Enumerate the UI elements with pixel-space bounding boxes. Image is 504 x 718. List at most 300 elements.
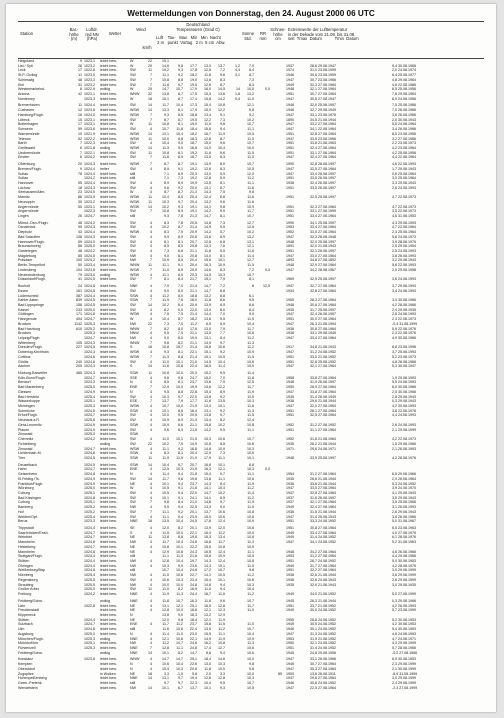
- min-5cm: 9,5: [220, 317, 225, 322]
- pressure: 1023,2: [84, 63, 95, 68]
- weather: leicht bew.: [100, 92, 117, 97]
- wind-direction: SW: [130, 490, 136, 495]
- wind-direction: NW: [130, 321, 136, 326]
- station-name: Münst.-Osn./Flugh.: [18, 220, 49, 225]
- weather: leicht bew.: [100, 371, 117, 375]
- sunshine: 10,6: [247, 577, 254, 582]
- barometer-height: 79: [78, 272, 82, 277]
- extreme-max: 29,6 21.08.1944: [310, 399, 336, 404]
- extreme-max: 33,8 27.08.1964: [310, 375, 336, 380]
- pressure: 1024,9: [84, 476, 95, 481]
- pressure: 1025,3: [84, 645, 95, 650]
- weather: leicht bew.: [100, 340, 117, 345]
- barometer-height: 24: [78, 284, 82, 289]
- weather: leicht bew.: [100, 514, 117, 519]
- dew-point: 12,1: [176, 603, 183, 608]
- dew-point: 7,8: [178, 220, 183, 225]
- sunshine: 11,3: [247, 490, 254, 495]
- min-2m: 15,2: [204, 371, 211, 375]
- extreme-min: 5,2 23.08.1973: [392, 354, 416, 359]
- min-2m: 11,8: [204, 249, 211, 254]
- station-name: Neubrandenburg: [18, 272, 45, 277]
- min-2m: 13,4: [204, 112, 211, 117]
- extreme-min: 4,6 31.08.1953: [392, 214, 416, 218]
- dew-point: 9,1: [178, 166, 183, 171]
- wind-speed: 4: [150, 490, 152, 495]
- pressure: 1024,8: [84, 627, 95, 632]
- barometer-height: 100: [76, 258, 82, 263]
- wind-speed: 4: [150, 350, 152, 355]
- wind-speed: 4: [150, 666, 152, 671]
- wind-direction: SW: [130, 441, 136, 446]
- extreme-min: -0,4 31.08.1999: [392, 321, 418, 326]
- max-yesterday: 23,7: [190, 622, 197, 627]
- wind-speed: 7: [150, 162, 152, 167]
- max-yesterday: 21,1: [190, 331, 197, 336]
- sunshine: 11,0: [247, 608, 254, 613]
- weather: leicht bew.: [100, 350, 117, 355]
- wind-speed: 14: [148, 103, 152, 108]
- station-name: Coburg: [18, 500, 30, 505]
- air-temp: 10,7: [162, 127, 169, 132]
- sunshine: 11,2: [247, 345, 254, 350]
- barometer-height: 240: [76, 359, 82, 364]
- wind-direction: still: [130, 627, 136, 632]
- extreme-max: 31,2 27.08.1952: [310, 422, 336, 427]
- weather: leicht bew.: [100, 554, 117, 559]
- extreme-max: 32,0 25.08.1997: [310, 239, 336, 244]
- extreme-max: 31,3 24.08.1952: [310, 631, 336, 636]
- min-5cm: 11,2: [218, 627, 225, 632]
- air-temp: 10,5: [162, 486, 169, 491]
- min-5cm: 11,1: [218, 455, 225, 460]
- pressure: 1024,8: [84, 549, 95, 554]
- record-since: 1935: [286, 476, 294, 481]
- barometer-height: 55: [78, 180, 82, 185]
- min-2m: 11,8: [204, 598, 211, 603]
- min-5cm: 11,4: [218, 364, 225, 369]
- wind-speed: 4: [150, 166, 152, 171]
- max-yesterday: 18,3: [190, 136, 197, 141]
- min-2m: 14,2: [204, 209, 211, 214]
- pressure: 1023,1: [84, 204, 95, 209]
- wind-speed: 14: [148, 108, 152, 113]
- sunshine: 12,4: [247, 418, 254, 423]
- min-2m: 13,5: [204, 627, 211, 632]
- wind-speed: 4: [150, 446, 152, 451]
- air-temp: 11,1: [162, 509, 169, 514]
- extreme-max: 34,8 21.08.1943: [310, 345, 336, 350]
- min-2m: 8,6: [206, 650, 211, 655]
- pressure: 1024,9: [84, 481, 95, 486]
- dew-point: 9,7: [178, 676, 183, 681]
- pressure: 1024,4: [84, 171, 95, 176]
- station-name: Cuxhaven: [18, 108, 35, 113]
- station-name: Kahler Asten: [18, 298, 39, 303]
- station-name: Plauen: [18, 427, 30, 432]
- min-2m: 14,6: [204, 267, 211, 272]
- weather: leicht bew.: [100, 171, 117, 176]
- dew-point: 8,6: [178, 422, 183, 427]
- wind-speed: 14: [148, 131, 152, 136]
- min-5cm: 8,4: [220, 481, 225, 486]
- station-name: Angermünde: [18, 204, 39, 209]
- extreme-max: 28,1 27.08.1964: [310, 408, 336, 413]
- min-2m: 13,7: [204, 509, 211, 514]
- station-name: Meiningen: [18, 404, 35, 409]
- record-since: 1934: [286, 288, 294, 293]
- min-2m: 16,8: [204, 462, 211, 467]
- weather: leicht bew.: [100, 220, 117, 225]
- record-since: 1949: [286, 563, 294, 568]
- wind-speed: 4: [150, 239, 152, 244]
- weather: leicht bew.: [100, 230, 117, 235]
- station-name: Nürburg-Barweiler: [18, 371, 48, 375]
- wind-direction: still: [130, 554, 136, 559]
- dew-point: 8,9: [178, 180, 183, 185]
- weather: leicht bew.: [100, 68, 117, 73]
- extreme-max: 32,7 27.08.1964: [310, 284, 336, 289]
- wind-direction: SW: [130, 155, 136, 160]
- extreme-min: 6,8 23.08.1996: [392, 345, 416, 350]
- table-row: [18, 214, 484, 221]
- extreme-max: 30,0 27.08.1964: [310, 317, 336, 322]
- extreme-min: 4,2 23.08.1964: [392, 145, 416, 150]
- weather: leicht bew.: [100, 530, 117, 535]
- dew-point: 9,6: [178, 375, 183, 380]
- min-5cm: 8,9: [220, 302, 225, 307]
- extreme-max: 33,5 27.08.1964: [310, 166, 336, 171]
- wind-direction: SW: [130, 277, 136, 282]
- air-temp: 11,5: [162, 530, 169, 535]
- max-yesterday: 16,9: [190, 587, 197, 592]
- night-deviation: 1,2: [235, 63, 240, 68]
- air-temp: 9,7: [164, 681, 169, 685]
- sunshine: 11,5: [247, 354, 254, 359]
- sunshine: 10,3: [247, 399, 254, 404]
- min-2m: 15,8: [204, 345, 211, 350]
- extreme-max: 32,1 27.08.1964: [310, 500, 336, 505]
- max-yesterday: 20,4: [190, 258, 197, 263]
- extreme-max: 33,1 26.08.1966: [310, 657, 336, 662]
- max-yesterday: 18,7: [190, 155, 197, 160]
- min-2m: 11,8: [204, 73, 211, 78]
- min-5cm: 9,0: [220, 505, 225, 510]
- min-2m: 13,4: [204, 404, 211, 409]
- max-yesterday: 23,7: [190, 481, 197, 486]
- extreme-max: 33,4 27.08.1964: [310, 214, 336, 218]
- barometer-height: 171: [76, 312, 82, 317]
- max-yesterday: 19,2: [190, 150, 197, 155]
- air-temp: 12,8: [162, 645, 169, 650]
- min-2m: 13,6: [204, 317, 211, 322]
- extreme-max: 33,2 27.08.1964: [310, 122, 336, 127]
- min-2m: 14,4: [204, 312, 211, 317]
- extreme-min: 5,5 24.08.1993: [392, 380, 416, 385]
- weather: leicht bew.: [100, 627, 117, 632]
- extreme-max: 33,6 21.08.1944: [310, 481, 336, 486]
- weather: wolkig: [100, 650, 110, 655]
- pressure: 1024,6: [84, 354, 95, 359]
- pressure: 1023,3: [84, 77, 95, 82]
- wind-direction: NE: [130, 617, 135, 622]
- min-2m: 16,7: [204, 592, 211, 597]
- dew-point: 10,0: [176, 582, 183, 587]
- record-since: 1951: [286, 92, 294, 97]
- wind-direction: NW: [130, 685, 136, 690]
- record-since: 1951: [286, 645, 294, 650]
- min-2m: 13,6: [204, 385, 211, 390]
- extreme-max: 32,7 29.08.1949: [310, 108, 336, 113]
- wind-speed: 4: [150, 190, 152, 195]
- max-yesterday: 22,2: [190, 544, 197, 549]
- record-since: 1951: [286, 427, 294, 432]
- min-5cm: 8,9: [220, 234, 225, 239]
- weather: leicht bew.: [100, 317, 117, 322]
- wind-direction: W: [130, 317, 134, 322]
- table-row: [18, 651, 484, 658]
- header-schnee: Schnee- höhe cm: [270, 27, 286, 42]
- wind-direction: still: [130, 568, 136, 573]
- weather: leicht bew.: [100, 481, 117, 486]
- air-temp: 9,6: [164, 375, 169, 380]
- pressure: 1024,3: [84, 234, 95, 239]
- sunshine: 8,6: [249, 302, 254, 307]
- min-2m: 14,9: [204, 225, 211, 230]
- table-row: [18, 592, 484, 599]
- max-yesterday: 13,7: [190, 685, 197, 690]
- dew-point: 10,0: [176, 404, 183, 409]
- wind-direction: SSE: [130, 375, 138, 380]
- extreme-min: 2,3 22.08.1973: [392, 317, 416, 322]
- barometer-height: 43: [78, 230, 82, 235]
- dew-point: 8,1: [178, 451, 183, 456]
- record-since: 1949: [286, 622, 294, 627]
- barometer-height: 11: [78, 73, 82, 78]
- pressure: 1024,4: [84, 563, 95, 568]
- min-2m: 15,0: [204, 514, 211, 519]
- weather: leicht bew.: [100, 608, 117, 613]
- record-since: 1949: [286, 608, 294, 613]
- max-yesterday: 20,7: [190, 239, 197, 244]
- weather: leicht bew.: [100, 284, 117, 289]
- extreme-min: 0,3 29.08.1943: [392, 399, 416, 404]
- min-2m: 13,0: [204, 326, 211, 331]
- dew-point: 10,1: [176, 437, 183, 442]
- wind-direction: WSW: [130, 272, 140, 277]
- air-temp: 11,1: [162, 514, 169, 519]
- extreme-min: 4,7 24.08.1971: [392, 636, 416, 641]
- extreme-max: 32,1 27.08.1964: [310, 364, 336, 369]
- night-deviation: 0,4: [235, 96, 240, 101]
- extreme-min: 4,2 26.08.1993: [392, 603, 416, 608]
- wind-direction: NE: [130, 671, 135, 676]
- station-name: Bad Marienberg: [18, 385, 44, 390]
- wind-speed: 7: [150, 509, 152, 514]
- wind-speed: 4: [150, 641, 152, 646]
- record-since: 1950: [286, 641, 294, 646]
- max-yesterday: 22,7: [190, 573, 197, 578]
- station-name: Trippstadt: [18, 526, 34, 530]
- extreme-min: 7,0 26.08.1966: [392, 108, 416, 113]
- wind-speed: 4: [150, 631, 152, 636]
- sunshine: 12,7: [247, 258, 254, 263]
- wind-speed: 4: [150, 307, 152, 312]
- extreme-min: 4,8 26.08.1966: [392, 359, 416, 364]
- record-since: 1950: [286, 385, 294, 390]
- record-since: 1990: [286, 162, 294, 167]
- min-5cm: 12,8: [218, 603, 225, 608]
- precipitation: 0,3: [265, 267, 270, 272]
- air-temp: 10,1: [162, 685, 169, 690]
- dew-point: 8,4: [178, 302, 183, 307]
- extreme-min: 2,6 29.08.1943: [392, 509, 416, 514]
- record-since: 1917: [286, 345, 294, 350]
- air-temp: 10,8: [162, 345, 169, 350]
- dew-point: 8,8: [178, 136, 183, 141]
- min-5cm: 7,2: [220, 68, 225, 73]
- station-name: Bamberg: [18, 505, 33, 510]
- dew-point: 7,8: [178, 214, 183, 218]
- weather: leicht bew.: [100, 418, 117, 423]
- min-5cm: 10,7: [218, 568, 225, 573]
- extreme-max: 32,8 25.08.1952: [310, 359, 336, 364]
- wind-speed: 4: [150, 180, 152, 185]
- wind-speed: 4: [150, 636, 152, 641]
- barometer-height: 7: [80, 150, 82, 155]
- weather: leicht bew.: [100, 509, 117, 514]
- extreme-min: -2,3 27.08.1999: [392, 685, 418, 690]
- max-yesterday: 18,2: [190, 73, 197, 78]
- station-name: Freudenstadt: [18, 608, 40, 613]
- air-temp: 10,9: [162, 258, 169, 263]
- wind-speed: 7: [150, 117, 152, 122]
- air-temp: 12,8: [162, 608, 169, 613]
- wind-direction: NE: [130, 549, 135, 554]
- min-5cm: 9,6: [220, 199, 225, 204]
- weather: leicht bew.: [100, 476, 117, 481]
- wind-direction: NNE: [130, 636, 138, 641]
- wind-direction: NE: [130, 603, 135, 608]
- station-name: Mannheim: [18, 540, 35, 545]
- extreme-min: 3,3 29.08.1943: [392, 180, 416, 185]
- max-yesterday: 20,4: [190, 195, 197, 200]
- extreme-min: 3,9 24.08.1970: [392, 486, 416, 491]
- extreme-max: 29,6 27.08.1964: [310, 676, 336, 681]
- max-yesterday: 22,8: [190, 389, 197, 394]
- min-2m: 14,7: [204, 288, 211, 293]
- pressure: 1024,0: [84, 239, 95, 244]
- min-2m: 16,3: [204, 467, 211, 472]
- weather: leicht bew.: [100, 253, 117, 258]
- wind-direction: WSW: [130, 199, 140, 204]
- max-yesterday: 20,8: [190, 666, 197, 671]
- extreme-min: 6,4 25.08.1977: [392, 73, 416, 78]
- min-5cm: 9,5: [220, 681, 225, 685]
- wind-speed: 4: [150, 505, 152, 510]
- record-since: 1939: [286, 394, 294, 399]
- dew-point: 8,9: [178, 418, 183, 423]
- sunshine: 12,6: [247, 225, 254, 230]
- pressure: 1024,8: [84, 495, 95, 500]
- weather: leicht bew.: [100, 681, 117, 685]
- wind-speed: 14: [148, 685, 152, 690]
- min-2m: 15,5: [204, 544, 211, 549]
- weather: leicht bew.: [100, 239, 117, 244]
- min-2m: 13,4: [204, 418, 211, 423]
- wind-direction: WSW: [130, 195, 140, 200]
- pressure: 1023,0: [84, 272, 95, 277]
- weather: leicht bew.: [100, 505, 117, 510]
- weather: leicht bew.: [100, 199, 117, 204]
- pressure: 1025,3: [84, 321, 95, 326]
- record-since: 1936: [286, 577, 294, 582]
- weather: leicht bew.: [100, 472, 117, 477]
- pressure: 1024,4: [84, 617, 95, 622]
- station-name: Ulm: [18, 627, 25, 632]
- record-since: 1949: [286, 535, 294, 540]
- wind-direction: SW: [130, 82, 136, 87]
- barometer-height: 20: [78, 162, 82, 167]
- station-name: Dresden/Flugh.: [18, 345, 43, 350]
- extreme-max: 33,9 25.08.1997: [310, 455, 336, 460]
- wind-direction: SW: [130, 68, 136, 73]
- sunshine: 10,4: [247, 321, 254, 326]
- min-5cm: 8,1: [220, 214, 225, 218]
- sunshine: 12,1: [247, 103, 254, 108]
- pressure: 1024,6: [84, 284, 95, 289]
- max-yesterday: 18,6: [190, 608, 197, 613]
- air-temp: 11,0: [162, 573, 169, 578]
- wind-speed: 11: [148, 371, 152, 375]
- extreme-max: 31,0 23.08.1999: [310, 68, 336, 73]
- wind-direction: ENE: [130, 622, 138, 627]
- wind-direction: SSW: [130, 455, 139, 460]
- record-since: 1990: [286, 220, 294, 225]
- station-name: Garm.-Partenk.: [18, 681, 43, 685]
- station-name: Bad Lippspringe: [18, 302, 44, 307]
- max-yesterday: 22,3: [190, 681, 197, 685]
- min-5cm: 9,6: [220, 73, 225, 78]
- min-2m: 14,5: [204, 359, 211, 364]
- station-name: Lingen: [18, 214, 29, 218]
- air-temp: 11,0: [162, 437, 169, 442]
- wind-direction: still: [130, 176, 136, 181]
- min-5cm: 9,8: [220, 204, 225, 209]
- extreme-min: 3,5 29.08.1943: [392, 495, 416, 500]
- min-2m: 11,0: [204, 122, 211, 127]
- wind-direction: SW: [130, 225, 136, 230]
- pressure: 1025,0: [84, 307, 95, 312]
- weather: leicht bew.: [100, 413, 117, 418]
- station-name: Heidelberg: [18, 544, 36, 549]
- pressure: 1024,5: [84, 455, 95, 460]
- extreme-max: 33,7 21.08.1952: [310, 603, 336, 608]
- min-2m: 13,3: [204, 505, 211, 510]
- weather: leicht bew.: [100, 462, 117, 467]
- max-yesterday: 21,4: [190, 225, 197, 230]
- weather: leicht bew.: [100, 666, 117, 671]
- station-table: [18, 59, 484, 690]
- barometer-height: 10: [78, 131, 82, 136]
- record-since: 1936: [286, 326, 294, 331]
- wind-direction: SW: [130, 234, 136, 239]
- extreme-max: 13,6 26.08.1911: [310, 671, 336, 676]
- max-yesterday: 18,8: [190, 145, 197, 150]
- wind-speed: 4: [150, 608, 152, 613]
- wind-speed: 4: [150, 253, 152, 258]
- record-since: 1951: [286, 150, 294, 155]
